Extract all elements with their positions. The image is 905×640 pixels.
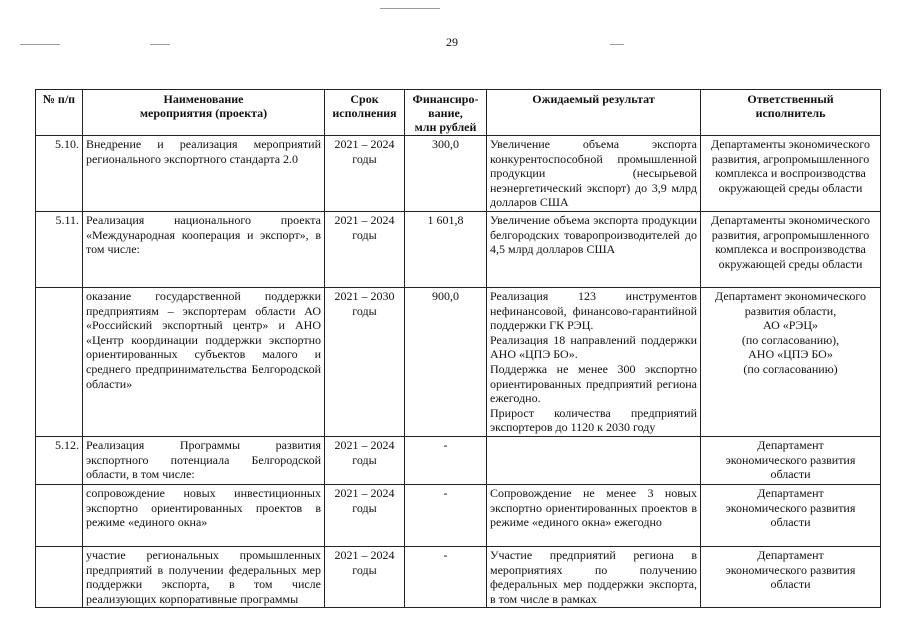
row-term: 2021 – 2024 годы xyxy=(325,546,405,607)
row-executor: Департамент экономического развития области xyxy=(701,484,881,546)
table-row xyxy=(36,546,881,607)
header-num: № п/п xyxy=(36,90,83,136)
table-row xyxy=(36,484,881,546)
row-executor: Департамент экономического развития области xyxy=(701,436,881,484)
row-term: 2021 – 2030 годы xyxy=(325,287,405,436)
row-executor: Департаменты экономического развития, агропромышленного комплекса и воспроизводства окружающей среды области xyxy=(701,136,881,212)
row-financing: - xyxy=(405,484,487,546)
row-result: Реализация 123 инструментов нефинансовой, финансово-гарантийной поддержки ГК РЭЦ. Реализация 18 направлений поддержки АНО «ЦПЭ БО». Поддержка не менее 300 экспортно ориентированных предприятий региона ежегодно. Прирост количества предприятий экспортеров до 1120 к 2030 году xyxy=(487,287,701,436)
row-num: 5.12. xyxy=(36,436,83,484)
row-financing: 900,0 xyxy=(405,287,487,436)
scan-artifact-line xyxy=(380,8,440,9)
header-term: Срок исполнения xyxy=(325,90,405,136)
row-result: Увеличение объема экспорта конкурентоспособной промышленной продукции (несырьевой неэнергетический экспорт) до 3,9 млрд долларов США xyxy=(487,136,701,212)
table-row xyxy=(36,436,881,484)
row-result: Участие предприятий региона в мероприятиях по получению федеральных мер поддержки экспорта, в том числе в рамках xyxy=(487,546,701,607)
row-result xyxy=(487,436,701,484)
row-financing: 1 601,8 xyxy=(405,211,487,287)
row-name: сопровождение новых инвестиционных экспортно ориентированных проектов в режиме «единого окна» xyxy=(83,484,325,546)
row-financing: 300,0 xyxy=(405,136,487,212)
table-row xyxy=(36,287,881,436)
row-name: участие региональных промышленных предприятий в получении федеральных мер поддержки экспорта, в том числе реализующих корпоративные программы xyxy=(83,546,325,607)
page-number: 29 xyxy=(446,35,458,49)
row-name: Внедрение и реализация мероприятий регионального экспортного стандарта 2.0 xyxy=(83,136,325,212)
row-executor: Департамент экономического развития области, АО «РЭЦ» (по согласованию), АНО «ЦПЭ БО» (по согласованию) xyxy=(701,287,881,436)
scan-artifact-line xyxy=(20,44,60,45)
row-executor: Департаменты экономического развития, агропромышленного комплекса и воспроизводства окружающей среды области xyxy=(701,211,881,287)
measures-table xyxy=(35,89,881,608)
row-num xyxy=(36,484,83,546)
row-name: оказание государственной поддержки предприятиям – экспортерам области АО «Российский экспортный центр» и АНО «Центр координации поддержки экспортно ориентированных субъектов малого и среднего предпринимательства Белгородской области» xyxy=(83,287,325,436)
row-term: 2021 – 2024 годы xyxy=(325,484,405,546)
header-financing: Финансиро- вание, млн рублей xyxy=(405,90,487,136)
row-term: 2021 – 2024 годы xyxy=(325,436,405,484)
row-num xyxy=(36,546,83,607)
row-num: 5.10. xyxy=(36,136,83,212)
row-name: Реализация национального проекта «Международная кооперация и экспорт», в том числе: xyxy=(83,211,325,287)
row-result: Сопровождение не менее 3 новых экспортно ориентированных проектов в режиме «единого окна» ежегодно xyxy=(487,484,701,546)
table-row xyxy=(36,136,881,212)
table-row xyxy=(36,211,881,287)
row-term: 2021 – 2024 годы xyxy=(325,136,405,212)
row-executor: Департамент экономического развития области xyxy=(701,546,881,607)
header-executor: Ответственный исполнитель xyxy=(701,90,881,136)
table-header-row xyxy=(36,90,881,136)
row-num: 5.11. xyxy=(36,211,83,287)
row-financing: - xyxy=(405,546,487,607)
row-name: Реализация Программы развития экспортного потенциала Белгородской области, в том числе: xyxy=(83,436,325,484)
header-name: Наименование мероприятия (проекта) xyxy=(83,90,325,136)
scan-artifact-line xyxy=(150,44,170,45)
scan-artifact-line xyxy=(610,44,624,45)
header-result: Ожидаемый результат xyxy=(487,90,701,136)
row-financing: - xyxy=(405,436,487,484)
row-result: Увеличение объема экспорта продукции белгородских товаропроизводителей до 4,5 млрд долларов США xyxy=(487,211,701,287)
row-term: 2021 – 2024 годы xyxy=(325,211,405,287)
row-num xyxy=(36,287,83,436)
